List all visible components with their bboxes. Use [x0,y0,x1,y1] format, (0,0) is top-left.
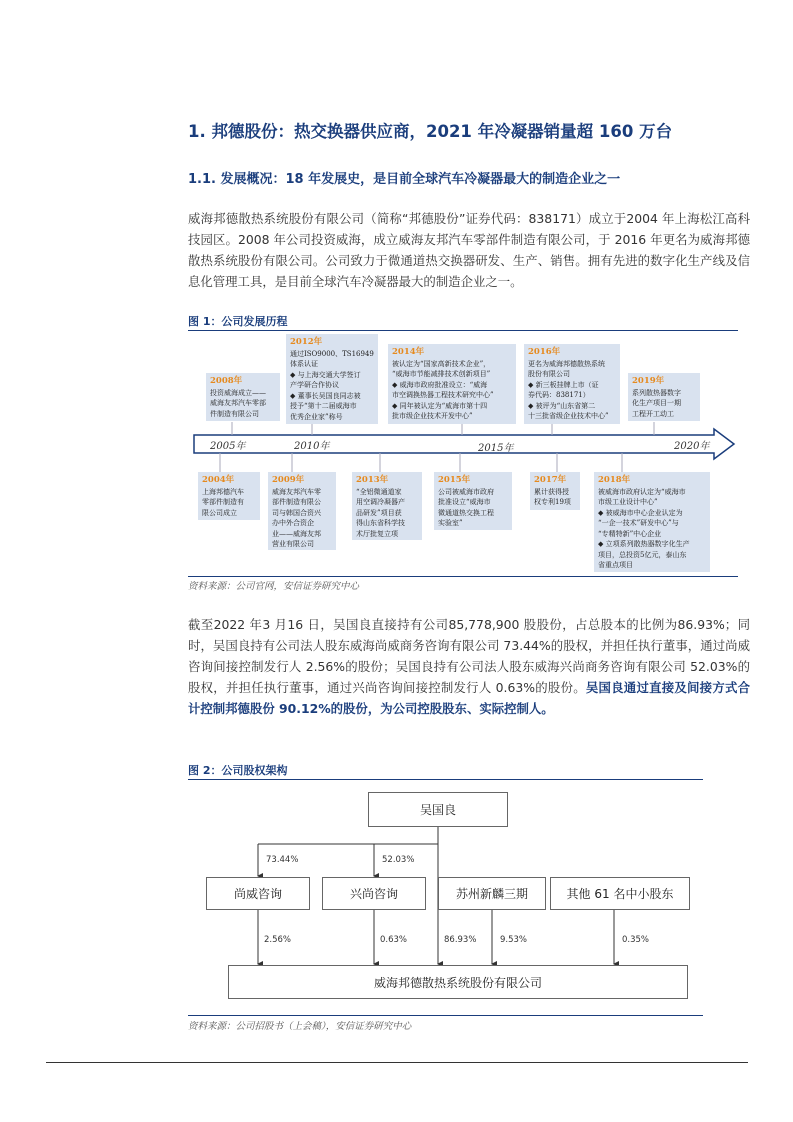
event-line: 上海邦德汽车 [202,487,244,496]
event-line: 化生产项目一期 [632,399,681,407]
ownership-paragraph [188,614,750,719]
event-line: 用空调冷凝器产 [356,498,405,506]
event-2015 [434,472,512,530]
event-line: 批市级企业技术开发中心” [392,412,473,420]
event-line: 权专利19项 [534,498,571,506]
event-line: ◆ 立项系列散热器数字化生产 [598,540,690,548]
pct-xingshang-stake: 52.03% [382,855,415,865]
event-line: 办中外合资企 [272,519,314,527]
holder-wu-guoliang: 吴国良 [368,792,508,827]
event-line: ◆ 董事长吴国良同志被 [290,391,361,400]
event-line: 市级工业设计中心” [598,498,658,506]
section-heading: 1. 邦德股份：热交换器供应商，2021 年冷凝器销量超 160 万台 [188,122,673,141]
event-line: ◆ 被威海市中心企业认定为 [598,508,683,517]
timeline-figure [192,332,742,577]
event-line: 累计获得授 [534,487,569,496]
event-line: 授予“第十二届威海市 [290,402,357,410]
event-2008 [206,373,280,421]
figure1-top-rule [188,330,738,331]
holder-xingshang: 兴尚咨询 [322,877,426,910]
axis-label-2005: 2005年 [210,441,246,452]
event-line: 品研发”项目获 [356,508,402,517]
timeline-arrow [194,429,734,459]
pct-shangwei-company: 2.56% [264,935,292,945]
event-year: 2013年 [356,475,389,485]
event-year: 2017年 [534,475,567,485]
event-line: ◆ 与上海交通大学签订 [290,370,361,379]
event-line: 更名为威海邦德散热系统 [528,359,605,368]
event-2013 [352,472,422,540]
event-year: 2015年 [438,475,471,485]
event-line: “威海市节能减排技术创新项目” [392,370,491,378]
figure2-source: 资料来源：公司招股书（上会稿），安信证券研究中心 [188,1021,412,1032]
event-line: 通过ISO9000、TS16949 [290,349,374,358]
event-line: 术厅批复立项 [356,529,398,538]
figure1-bottom-rule [188,576,738,577]
event-year: 2008年 [210,376,243,386]
figure2-top-rule [188,779,703,780]
page-footer-rule [46,1062,748,1063]
event-2012 [286,334,378,424]
event-2019 [628,373,700,421]
event-line: ◆ 同年被认定为“威海市第十四 [392,401,488,410]
event-2017 [530,472,580,510]
event-line: 工程开工动工 [632,409,674,418]
event-line: “全铝微通道家 [356,487,402,496]
event-line: 零部件制造有 [202,498,244,506]
event-line: 得山东省科学技 [356,519,405,527]
axis-label-2020: 2020年 [674,441,710,452]
subsection-heading: 1.1. 发展概况：18 年发展史，是目前全球汽车冷凝器最大的制造企业之一 [188,172,621,187]
event-2009 [268,472,336,550]
ownership-text: 截至2022 年3 月16 日，吴国良直接持有公司85,778,900 股股份，占总股本的比例为86.93%；同时，吴国良持有公司法人股东威海尚威商务咨询有限公司 73.44%的股权，并担任执行董事，通过尚威咨询间接控制发行人 2.56%的股份；吴国良持有公司法人股东威海兴尚商务咨询有限公司 52.03%的股权，并担任执行董事，通过兴尚咨询间接控制发行人 0.63%的股份。 [188,617,750,695]
figure1-title: 图 1：公司发展历程 [188,315,288,328]
event-line: 系列散热器数字 [632,388,681,397]
event-line: “专精特新”中心企业 [598,529,662,538]
company-box: 威海邦德散热系统股份有限公司 [228,965,688,999]
event-line: 市空调换热器工程技术研究中心” [392,391,494,399]
pct-others-company: 0.35% [622,935,650,945]
event-2018 [594,472,710,572]
event-line: 营业有限公司 [272,540,314,548]
event-year: 2004年 [202,475,235,485]
event-year: 2019年 [632,376,665,386]
ownership-chart [188,782,708,1012]
ownership-conclusion: 吴国良通过直接及间接方式合计控制邦德股份 90.12%的股份，为公司控股股东、实际控制人。 [188,680,751,716]
event-line: 实验室” [438,519,463,527]
event-2004 [198,472,260,520]
event-line: 威海友邦汽车零部 [210,399,266,407]
event-line: 威海友邦汽车零 [272,487,321,496]
holder-others: 其他 61 名中小股东 [550,877,690,910]
event-line: 公司被威海市政府 [438,487,494,496]
event-year: 2014年 [392,347,425,357]
event-line: 被威海市政府认定为“威海市 [598,487,686,496]
event-line: 司与韩国合资兴 [272,508,321,517]
event-2014 [388,344,516,424]
event-line: 股份有限公司 [528,370,570,378]
intro-paragraph: 威海邦德散热系统股份有限公司（简称“邦德股份”证券代码：838171）成立于2004 年上海松江高科技园区。2008 年公司投资威海，成立威海友邦汽车零部件制造有限公司，于 2016 年更名为威海邦德散热系统股份有限公司。公司致力于微通道热交换器研发、生产、销售。拥有先进的数字化生产线及信息化管理工具，是目前全球汽车冷凝器最大的制造企业之一。 [188,211,750,289]
figure2-bottom-rule [188,1015,703,1016]
event-line: 批准设立“威海市 [438,498,491,506]
event-2016 [524,344,620,424]
event-year: 2016年 [528,347,561,357]
event-line: 件制造有限公司 [210,409,259,418]
event-line: 投资威海成立—— [210,388,266,397]
event-line: ◆ 新三板挂牌上市（证 [528,380,599,389]
figure2-title: 图 2：公司股权架构 [188,764,288,777]
event-year: 2009年 [272,475,305,485]
pct-xingshang-company: 0.63% [380,935,408,945]
event-line: 项目，总投资5亿元，泰山东 [598,550,687,559]
event-line: 券代码：838171） [528,391,590,399]
axis-label-2015: 2015年 [478,443,514,454]
event-line: 十三批省级企业技术中心” [528,412,609,420]
holder-suzhou: 苏州新麟三期 [438,877,546,910]
axis-label-2010: 2010年 [294,441,330,452]
event-line: 省重点项目 [598,561,633,569]
event-line: 微通道热交换工程 [438,508,494,517]
event-line: 业——威海友邦 [272,529,321,538]
event-line: 被认定为“国家高新技术企业”， [392,359,491,368]
pct-shangwei-stake: 73.44% [266,855,299,865]
event-line: ◆ 威海市政府批准设立：“威海 [392,380,488,389]
event-line: ◆ 被评为“山东省第二 [528,401,596,410]
event-year: 2012年 [290,337,323,347]
event-line: 产学研合作协议 [290,381,339,389]
event-line: 优秀企业家”称号 [290,412,343,421]
event-year: 2018年 [598,475,631,485]
holder-shangwei: 尚威咨询 [206,877,310,910]
event-line: 体系认证 [290,360,318,368]
event-line: 限公司成立 [202,508,237,517]
figure1-source: 资料来源：公司官网，安信证券研究中心 [188,581,360,592]
event-line: 部件制造有限公 [272,498,321,506]
pct-direct-company: 86.93% [444,935,477,945]
event-line: “一企一技术”研发中心”与 [598,519,679,527]
pct-suzhou-company: 9.53% [500,935,528,945]
